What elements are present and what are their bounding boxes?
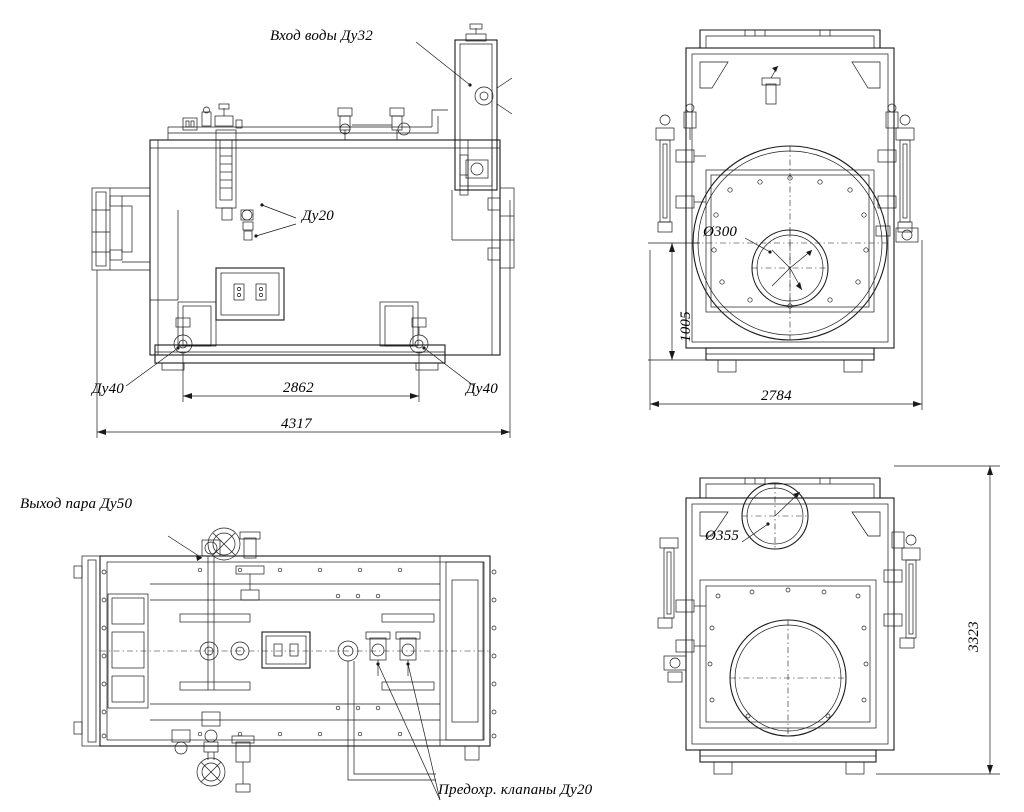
- annotation-du20: Ду20: [302, 208, 335, 224]
- view-bottom-right: [658, 466, 1000, 774]
- view-top-left: [92, 24, 514, 438]
- dimension-furnace-diameter: Ø300: [703, 224, 738, 240]
- view-top-right: [648, 30, 922, 410]
- annotation-water-inlet: Вход воды Ду32: [270, 28, 373, 44]
- dimension-overall-height: 3323: [966, 621, 982, 652]
- annotation-steam-outlet: Выход пара Ду50: [20, 496, 133, 512]
- annotation-du40-right: Ду40: [466, 381, 499, 397]
- dimension-overall-length: 4317: [281, 416, 312, 432]
- dimension-overall-width: 2784: [761, 388, 792, 404]
- dimension-flue-diameter: Ø355: [705, 528, 740, 544]
- annotation-safety-valves: Предохр. клапаны Ду20: [438, 782, 593, 798]
- annotation-du40-left: Ду40: [92, 381, 125, 397]
- view-bottom-left: [74, 528, 496, 800]
- dimension-axis-height: 1005: [678, 311, 694, 342]
- dimension-support-spacing: 2862: [283, 380, 314, 396]
